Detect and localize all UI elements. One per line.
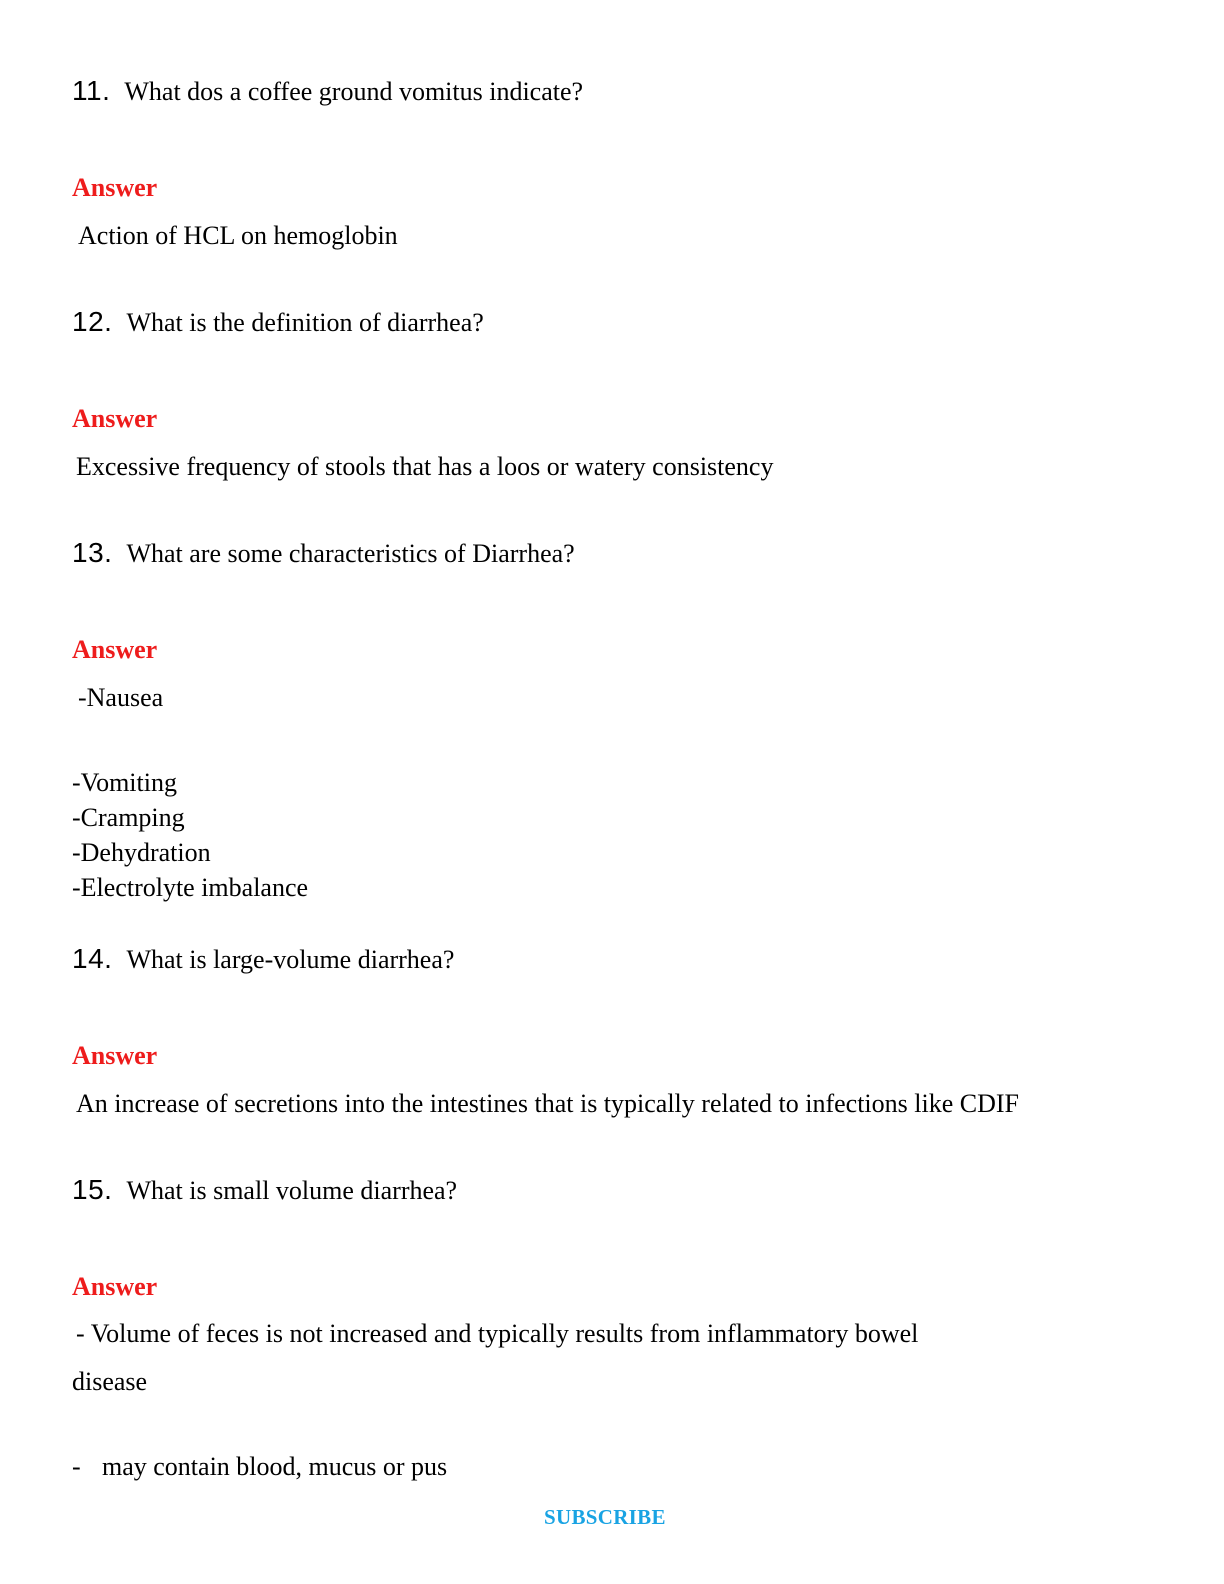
question-number: 11.	[72, 75, 111, 106]
answer-text: An increase of secretions into the intestines that is typically related to infections like CDIF	[76, 1089, 1019, 1118]
answer-label: Answer	[72, 1272, 158, 1301]
answer-list-item: -Electrolyte imbalance	[72, 873, 309, 902]
answer-label: Answer	[72, 404, 158, 433]
answer-list-item: -Nausea	[78, 683, 164, 712]
question-number: 15.	[72, 1174, 113, 1205]
question-14	[72, 944, 454, 975]
answer-list-item: -Dehydration	[72, 838, 211, 867]
question-13	[72, 538, 575, 569]
bullet-dash: -	[72, 1452, 81, 1481]
question-text: What is the definition of diarrhea?	[126, 308, 484, 337]
question-text: What is small volume diarrhea?	[126, 1176, 458, 1205]
question-number: 12.	[72, 306, 113, 337]
question-11	[72, 76, 583, 107]
question-text: What dos a coffee ground vomitus indicate?	[124, 77, 584, 106]
question-15	[72, 1175, 457, 1206]
question-number: 13.	[72, 537, 113, 568]
answer-list-item: may contain blood, mucus or pus	[102, 1452, 448, 1481]
answer-label: Answer	[72, 173, 158, 202]
question-number: 14.	[72, 943, 113, 974]
question-text: What is large-volume diarrhea?	[126, 945, 455, 974]
answer-label: Answer	[72, 635, 158, 664]
question-text: What are some characteristics of Diarrhea?	[126, 539, 575, 568]
answer-label: Answer	[72, 1041, 158, 1070]
question-12	[72, 307, 484, 338]
answer-text: Excessive frequency of stools that has a loos or watery consistency	[76, 452, 774, 481]
answer-list-item: -Cramping	[72, 803, 185, 832]
answer-text: Action of HCL on hemoglobin	[78, 221, 398, 250]
answer-list-item: -Vomiting	[72, 768, 177, 797]
answer-text-continued: disease	[72, 1367, 148, 1396]
subscribe-link[interactable]: SUBSCRIBE	[544, 1505, 666, 1529]
answer-text: - Volume of feces is not increased and typically results from inflammatory bowel	[76, 1319, 919, 1348]
